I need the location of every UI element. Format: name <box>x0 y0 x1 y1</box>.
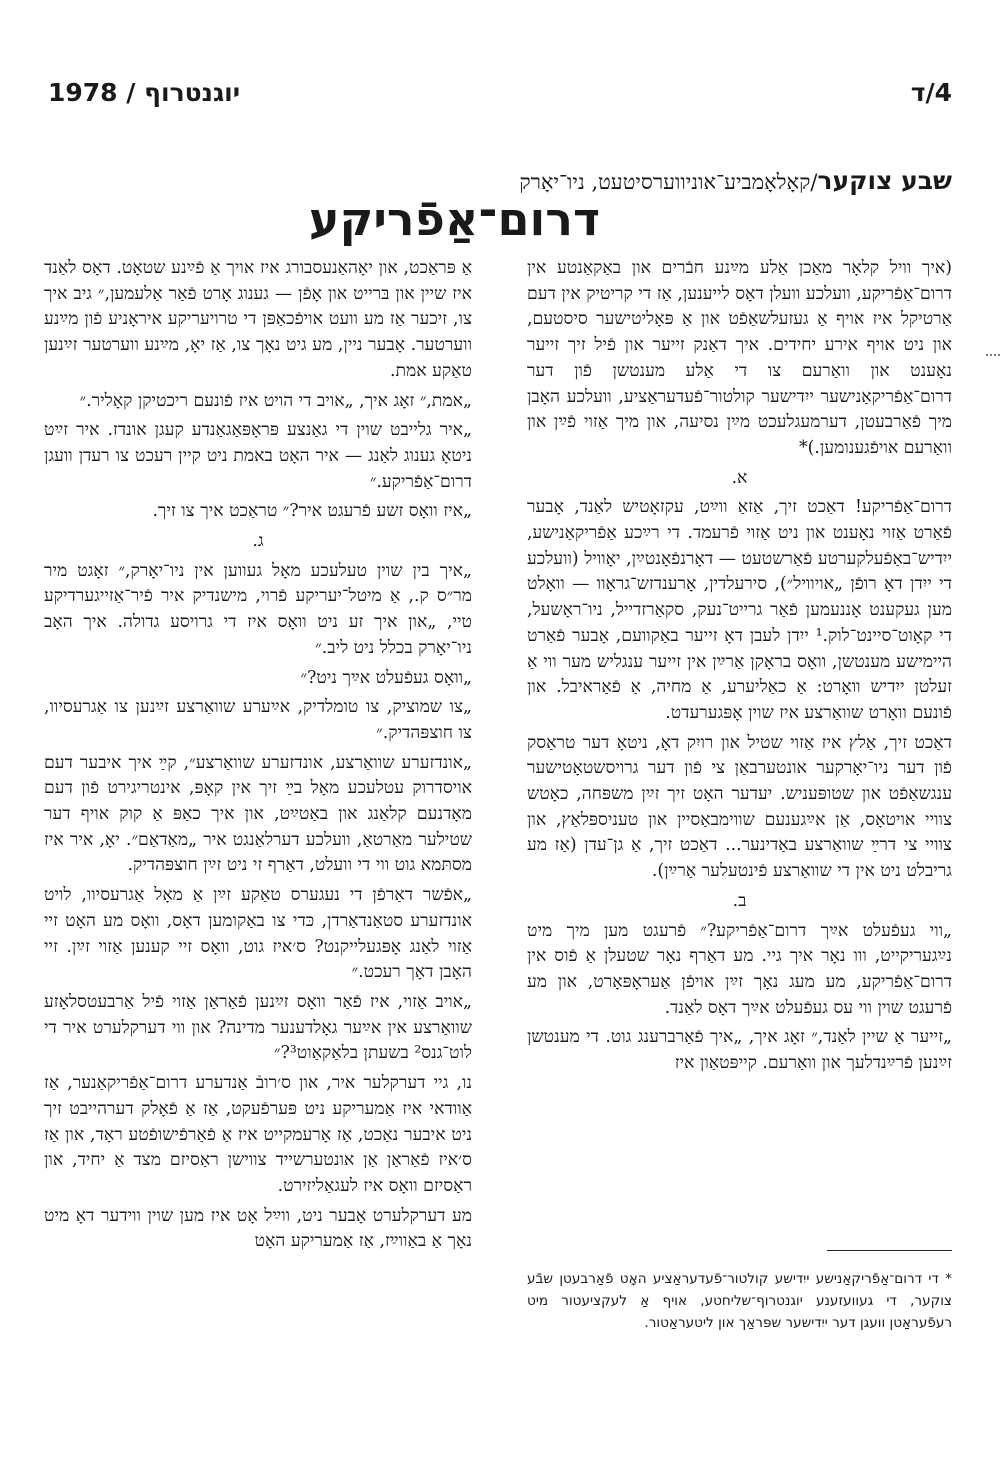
byline <box>92 166 952 195</box>
paragraph: „אפֿשר דאַרפֿן די נעגערס טאַקע זײַן אַ מאָל אַגרעסיוו, לויט אונדזערע סטאַנדאַרדן, כּדי צו באַקומען דאָס, וואָס מע האָט זיי אַזוי לאַנג אָפּגעלייקנט? ס׳איז גוט, וואָס זיי קענען אַזוי זײַן. זיי האָבן דאָך רעכט.״ <box>44 885 472 983</box>
footnote: * די דרום־אַפֿריקאַנישע ייִדישע קולטור־פֿעדעראַציע האָט פֿאַרבעטן שבֿע צוקער, די געוועזענע יוגנטרוף־שליחטע, אויף אַ לעקציעטור מיט רעפֿעראַטן וועגן דער ייִדישער שפּראַך און ליטעראַטור. <box>527 1271 952 1331</box>
intro-paragraph: (איך וויל קלאָר מאַכן אַלע מײַנע חבֿרים און באַקאַנטע אין דרום־אַפֿריקע, וועלכע וועלן דאָס לייענען, אַז די קריטיק אין דעם אַרטיקל איז אויף אַ געזעלשאַפֿט און אַ פּאָליטישער סיסטעם, און ניט אויף אירע יחידים. איך דאַנק זייער און פֿיל זיך זייער נאָענט און וואַרעם צו די אַלע מענטשן פֿון דער דרום־אַפֿריקאַנישער ייִדישער קולטור־פֿעדעראַציע, וועלכע האָבן מיך פֿאַרבעטן, דערמעגלעכט מײַן נסיעה, און מיך אַזוי פֿײַן און וואַרעם אויפֿגענומען.)* <box>527 258 952 458</box>
paragraph: „אויב אַזוי, איז פֿאַר וואָס זײַנען פֿאַראַן אַזוי פֿיל אַרבעטסלאָזע שוואַרצע אין אײַער גאָלדענער מדינה? און ווי דערקלערט איר די לוט־גנס² בשעתן בלאַקאַוט³?״ <box>44 991 472 1064</box>
paragraph: „צו שמוציק, צו טומלדיק, אײַערע שוואַרצע זײַנען צו אַגרעסיוו, צו חוצפּהדיק.״ <box>44 697 472 743</box>
paragraph: „איר גלייבט שוין די גאַנצע פּראָפּאַגאַנדע קעגן אונדז. איר זײַט ניטאָ גענוג לאַנג — איר האָט באמת ניט קיין רעכט צו רעדן וועגן דרום־אַפֿריקע.״ <box>44 420 472 492</box>
right-column <box>527 256 952 1081</box>
paragraph: דאַכט זיך, אַלץ איז אַזוי שטיל און רויִק דאָ, ניטאָ דער טראַסק פֿון דער ניו־יאָרקער אונטערבאַן צי פֿון דער גרויסשטאָטישער ענגשאַפֿט און שטופּעניש. יעדער האָט זיך זײַן משפּחה, כאָטש צוויי אויטאָס, אַן אײַגענעם שווימבאַסיין און טעניספּלאַץ, און צוויי צי דרײַ שוואַרצע באַדינער... דאַכט זיך, אַ גן־עדן (אַז מע גריבלט ניט אין די שוואַרצע פֿינטעלער אַרײַן). <box>527 732 952 882</box>
section-marker-a: א. <box>731 467 748 488</box>
left-column <box>44 256 472 1259</box>
author-name: שבע צוקער <box>817 166 952 195</box>
journal-year: יוגנטרוף / 1978 <box>48 78 241 107</box>
margin-mark <box>986 354 1000 360</box>
article-title: דרום־אַפֿריקע <box>308 192 600 246</box>
page-number: 4/ד <box>910 78 952 107</box>
paragraph: „ווי געפֿעלט אײַך דרום־אַפֿריקע?״ פֿרעגט מען מיך מיט נײַגעריקייט, ווו נאָר איך גיי. מע דאַרף נאָר שטעלן אַ פֿוס אין דרום־אַפֿריקע, מע מעג נאָך זײַן אויפֿן אַעראָפּאָרט, און מע פֿרעגט שוין ווי עס געפֿעלט אײַך דאָס לאַנד. <box>527 920 952 1018</box>
section-marker-c: ג. <box>252 531 264 552</box>
paragraph: „איך בין שוין טעלעכע מאָל געווען אין ניו־יאָרק,״ זאָגט מיר מר״ס ק., אַ מיטל־יעריקע פֿרוי, מישנדיק איר פֿיר־אַזייגערדיקע טיי, „און איך זע ניט וואָס איז די גרויסע גדולה. איך האָב ניו־יאָרק בכלל ניט ליב.״ <box>44 560 472 658</box>
paragraph: „אמת,״ זאָג איך, „אויב די הויט איז פֿונעם ריכטיקן קאָליר.״ <box>79 390 472 411</box>
footnote-divider <box>827 1250 952 1251</box>
paragraph: „אונדזערע שוואַרצע, אונדזערע שוואַרצע״, קײַ איך איבער דעם אויסדרוק עטלעכע מאָל בײַ זיך אין קאָפּ, אינטריגירט פֿון דעם מאָדנעם קלאַנג און באַטײַט, און איך כאַפּ אַ קוק אויף דער שטילער מאַרטאַ, וועלכע דערלאַנגט איר „מאַדאַם״. יאָ, איר איז מסתּמא גוט ווי די וועלט, דאַרף זי ניט זײַן חוצפּהדיק. <box>44 752 472 876</box>
paragraph: „וואָס געפֿעלט אײַך ניט?״ <box>300 667 472 688</box>
author-affiliation: /קאָלאָמביע־אוניווערסיטעט, ניו־יאָרק <box>519 170 818 194</box>
paragraph: מע דערקלערט אָבער ניט, ווײַל אָט איז מען שוין ווידער דאָ מיט נאָך אַ באַווײַז, אַז אַמעריקע האָט <box>44 1205 472 1252</box>
paragraph: „איז וואָס זשע פֿרעגט איר?״ טראַכט איך צו זיך. <box>152 501 472 522</box>
paragraph: נו, גיי דערקלער איר, און ס׳רובֿ אַנדערע דרום־אַפֿריקאַנער, אַז אַוודאי איז אַמעריקע ניט פּערפֿעקט, אַז אַ פֿאָלק דערהייבט זיך ניט איבער נאַכט, אַז אָרעמקייט איז אַ פֿאַרפֿישופֿטע ראָד, און אַז ס׳איז פֿאַראַן אַן אונטערשייד צווישן ראַסיזם מצד אַ יחיד, און ראַסיזם וואָס איז לעגאַליזירט. <box>44 1073 472 1196</box>
section-marker-b: ב. <box>732 890 747 911</box>
paragraph: „זייער אַ שיין לאַנד,״ זאָג איך, „איך פֿאַרברענג גוט. די מענטשן זײַנען פֿרײַנדלעך און וואַרעם. קייפּטאַון איז <box>527 1027 952 1074</box>
paragraph: דרום־אַפֿריקע! דאַכט זיך, אַזאַ ווײַט, עקזאָטיש לאַנד, אָבער פֿאַרט אַזוי נאָענט און ניט אַזוי פֿרעמד. די רײַכע אַפֿריקאַנישע, ייִדיש־באַפֿעלקערטע פֿאַרשטעט — דאָרנפֿאָנטײַן, יאָוויל (וועלכע די ייִדן דאָ רופֿן „אויוויל״), סירעלדין, אָרענדזש־גראָוו — וואָלט מען געקענט אָננעמען פֿאַר גרייט־נעק, סקאַרזדייל, ניו־ראָשעל, די קאָוט־סיינט־לוק.¹ ייִדן לעבן דאָ זייער באַקוועם, אָבער פֿאַרט היימישע מענטשן, וואָס בראָקן אַרײַן אין זייער ענגליש מער ווי אַ זעלטן ייִדיש וואָרט: אַ כאַליערע, אַ מחיה, אַ פֿאַראיבל. און פֿונעם וואָרט שוואַרצע איז שוין אָפּגערעדט. <box>527 497 952 723</box>
page-header <box>48 78 952 118</box>
paragraph: אַ פּראַכט, און יאָהאַנעסבורג איז אויך אַ פֿײַנע שטאָט. דאָס לאַנד איז שיין און בּרייט און אָפֿן — גענוג אָרט פֿאַר אַלעמען,״ גיב איך צו, זיכער אַז מע וועט אויפֿכאַפּן די טרויעריקע איראָניע פֿון מײַנע ווערטער. אָבער ניין, מע גיט נאָך צו, אַז יאָ, מײַנע ווערטער זײַנען טאַקע אמת. <box>44 258 472 381</box>
